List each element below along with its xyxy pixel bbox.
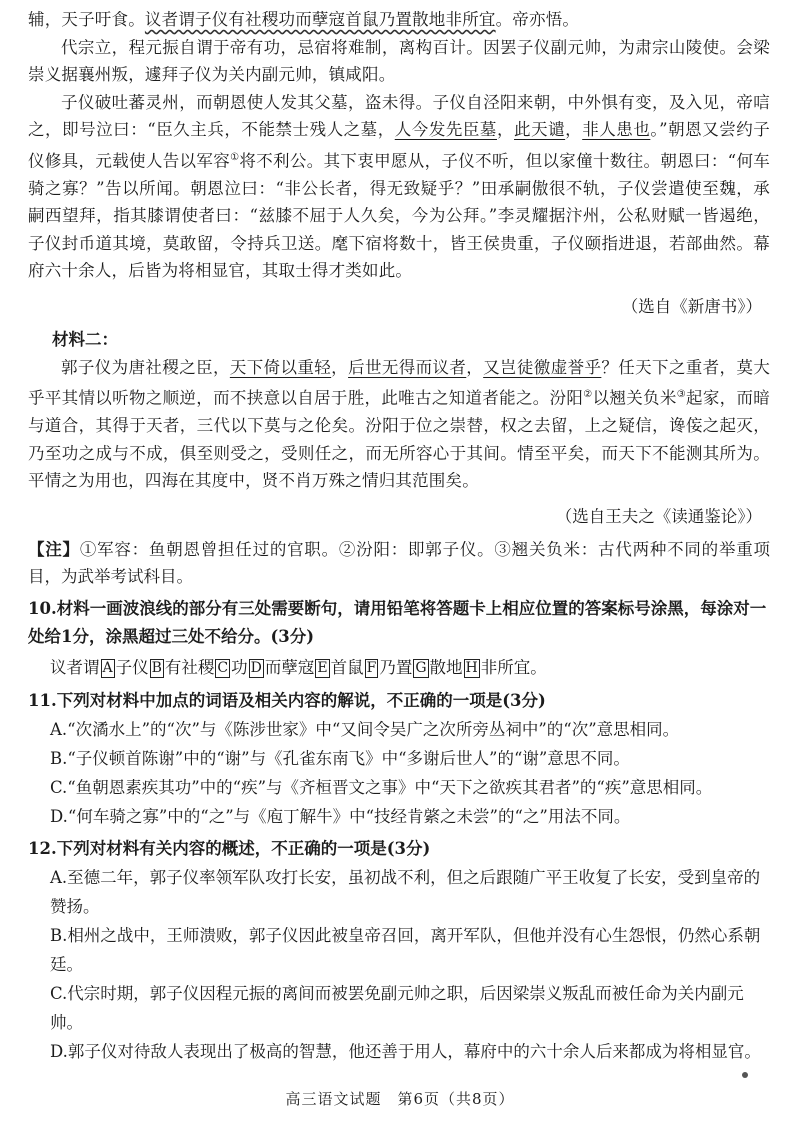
annotation-note: 【注】①军容：鱼朝恩曾担任过的官职。②汾阳：即郭子仪。③翘关负米：古代两种不同的举重项目，为武举考试科目。 xyxy=(28,539,771,586)
question-12: 12.下列对材料有关内容的概述，不正确的一项是(3分) xyxy=(28,838,431,858)
answer-box-h[interactable]: H xyxy=(465,659,478,676)
underlined-phrase: 天下倚以重轻 xyxy=(229,357,332,377)
underlined-phrase: 人今发先臣墓 xyxy=(394,120,497,139)
footnote-marker: ② xyxy=(583,389,593,400)
answer-box-d[interactable]: D xyxy=(250,659,262,676)
underlined-phrase: 此天谴 xyxy=(514,120,566,139)
underlined-phrase: 又岂徒徼虚誉乎 xyxy=(483,357,602,377)
q12-option-d: D.郭子仪对待敌人表现出了极高的智慧，他还善于用人，幕府中的六十余人后来都成为将相显官。 xyxy=(50,1041,761,1061)
material2-paragraph: 郭子仪为唐社稷之臣，天下倚以重轻，后世无得而议者，又岂徒徼虚誉乎？任天下之重者，莫大乎平其情以听物之顺逆，而不挟意以自居于胜，此唯古之知道者能之。汾阳②以翘关负米③起家，而暗与道合，其得于天者，三代以下莫与之伦矣。汾阳于位之崇替，权之去留，上之疑信，谗侫之起灭，乃至功之成与不成，俱至则受之，受则任之，而无所容心于其间。情至平矣，而天下不能测其所为。平情之为用也，四海在其度中，贤不肖万殊之情归其范围矣。 xyxy=(28,357,771,490)
answer-box-f[interactable]: F xyxy=(366,659,377,676)
footnote-marker: ① xyxy=(230,151,240,163)
answer-box-a[interactable]: A xyxy=(102,659,113,676)
material1-paragraph-2: 子仪破吐蕃灵州，而朝恩使人发其父墓，盗未得。子仪自泾阳来朝，中外惧有变，及入见，帝唁之，即号泣曰：“臣久主兵，不能禁士残人之墓，人今发先臣墓，此天谴，非人患也。”朝恩又尝约子仪修具，元载使人告以军容①将不利公。其下衷甲愿从，子仪不听，但以家僮十数往。朝恩曰：“何车骑之寡？”告以所闻。朝恩泣曰：“非公长者，得无致疑乎？”田承嗣傲很不轨，子仪尝遣使至魏，承嗣西望拜，指其膝谓使者曰：“兹膝不屈于人久矣，今为公拜。”李灵耀据汴州，公私财赋一皆遏绝，子仪封币道其境，莫敢留，令持兵卫送。麾下宿将数十，皆王侯贵重，子仪颐指进退，若部曲然。幕府六十余人，后皆为将相显官，其取士得才类如此。 xyxy=(28,92,771,280)
q12-option-b: B.相州之战中，王师溃败，郭子仪因此被皇帝召回，离开军队，但他并没有心生怨恨，仍然心系朝廷。 xyxy=(50,925,761,974)
material1-paragraph-1: 代宗立，程元振自谓于帝有功，忌宿将难制，离构百计。因罢子仪副元帅，为肃宗山陵使。会梁崇义据襄州叛，遽拜子仪为关内副元帅，镇咸阳。 xyxy=(28,37,770,84)
material2-heading: 材料二： xyxy=(52,329,118,349)
question-10: 10.材料一画波浪线的部分有三处需要断句，请用铅笔将答题卡上相应位置的答案标号涂黑，每涂对一处给1分，涂黑超过三处不给分。(3分) xyxy=(28,598,767,646)
material1-line0: 辅，天子吁食。议者谓子仪有社稷功而孽寇首鼠乃置散地非所宜。帝亦悟。 xyxy=(28,10,580,29)
footnote-marker: ③ xyxy=(676,389,686,400)
underlined-phrase: 后世无得而议者 xyxy=(348,357,467,377)
q12-option-c: C.代宗时期，郭子仪因程元振的离间而被罢免副元帅之职，后因梁崇义叛乱而被任命为关内副元帅。 xyxy=(50,983,744,1032)
q11-option-b: B.“子仪顿首陈谢”中的“谢”与《孔雀东南飞》中“多谢后世人”的“谢”意思不同。 xyxy=(50,748,630,768)
q11-option-c: C.“鱼朝恩素疾其功”中的“疾”与《齐桓晋文之事》中“天下之欲疾其君者”的“疾”意思相同。 xyxy=(50,777,713,797)
answer-box-b[interactable]: B xyxy=(151,659,162,676)
page-footer: 高三语文试题 第6页（共8页） xyxy=(285,1090,515,1108)
scan-speck xyxy=(742,1072,748,1078)
material1-source: （选自《新唐书》） xyxy=(621,296,762,316)
answer-box-g[interactable]: G xyxy=(415,659,427,676)
q10-answer-line: 议者谓 A 子仪 B 有社稷 C 功 D 而孽寇 E 首鼠 F 乃置 G 散地 H 非所宜。 xyxy=(50,657,547,677)
underlined-phrase: 非人患也 xyxy=(582,120,651,139)
wavy-underlined-sentence: 议者谓子仪有社稷功而孽寇首鼠乃置散地非所宜 xyxy=(144,10,496,29)
answer-box-e[interactable]: E xyxy=(317,659,328,676)
material2-source: （选自王夫之《读通鉴论》） xyxy=(555,506,762,526)
q11-option-a: A.“次潏水上”的“次”与《陈涉世家》中“又间令吴广之次所旁丛祠中”的“次”意思相同。 xyxy=(50,719,680,739)
question-11: 11.下列对材料中加点的词语及相关内容的解说，不正确的一项是(3分) xyxy=(28,690,546,710)
q11-option-d: D.“何车骑之寡”中的“之”与《庖丁解牛》中“技经肯綮之未尝”的“之”用法不同。 xyxy=(50,806,631,826)
q12-option-a: A.至德二年，郭子仪率领军队攻打长安，虽初战不利，但之后跟随广平王收复了长安，受到皇帝的赞扬。 xyxy=(50,867,761,916)
answer-box-c[interactable]: C xyxy=(217,659,229,676)
